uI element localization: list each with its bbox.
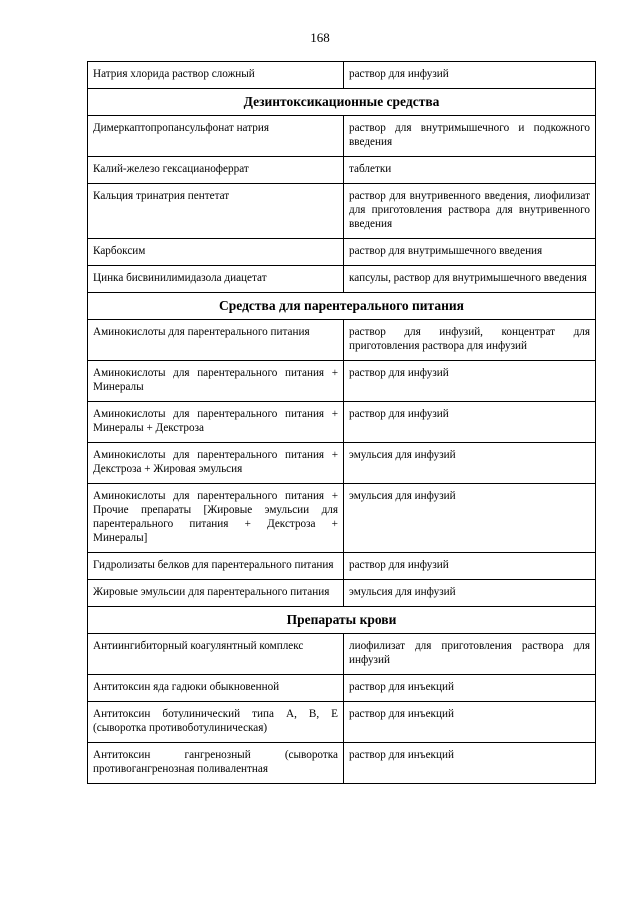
drug-name-cell: Калий-железо гексацианоферрат (88, 157, 344, 184)
drug-name-cell: Кальция тринатрия пентетат (88, 184, 344, 239)
table-row (88, 675, 596, 702)
table-row (88, 361, 596, 402)
table-row (88, 184, 596, 239)
drug-name-cell: Аминокислоты для парентерального питания + Декстроза + Жировая эмульсия (88, 443, 344, 484)
dosage-form-cell: капсулы, раствор для внутримышечного введения (344, 266, 596, 293)
drug-table-body (88, 62, 596, 784)
drug-name-cell: Димеркаптопропансульфонат натрия (88, 116, 344, 157)
drug-name-cell: Аминокислоты для парентерального питания + Прочие препараты [Жировые эмульсии для парентерального питания + Декстроза + Минералы] (88, 484, 344, 553)
table-row (88, 443, 596, 484)
section-heading: Средства для парентерального питания (88, 293, 596, 320)
table-row (88, 266, 596, 293)
dosage-form-cell: раствор для внутривенного введения, лиофилизат для приготовления раствора для внутривенного введения (344, 184, 596, 239)
table-row (88, 320, 596, 361)
drug-name-cell: Антиингибиторный коагулянтный комплекс (88, 634, 344, 675)
dosage-form-cell: раствор для внутримышечного и подкожного введения (344, 116, 596, 157)
dosage-form-cell: таблетки (344, 157, 596, 184)
drug-name-cell: Гидролизаты белков для парентерального питания (88, 553, 344, 580)
table-row (88, 553, 596, 580)
table-row (88, 743, 596, 784)
dosage-form-cell: раствор для инфузий (344, 361, 596, 402)
dosage-form-cell: раствор для инфузий (344, 402, 596, 443)
drug-name-cell: Антитоксин ботулинический типа A, B, E (сыворотка противоботулиническая) (88, 702, 344, 743)
dosage-form-cell: лиофилизат для приготовления раствора для инфузий (344, 634, 596, 675)
dosage-form-cell: раствор для инъекций (344, 743, 596, 784)
drug-name-cell: Аминокислоты для парентерального питания + Минералы + Декстроза (88, 402, 344, 443)
dosage-form-cell: эмульсия для инфузий (344, 580, 596, 607)
section-heading-row (88, 89, 596, 116)
dosage-form-cell: раствор для инфузий (344, 553, 596, 580)
drug-name-cell: Цинка бисвинилимидазола диацетат (88, 266, 344, 293)
dosage-form-cell: раствор для инфузий (344, 62, 596, 89)
section-heading-row (88, 293, 596, 320)
dosage-form-cell: эмульсия для инфузий (344, 443, 596, 484)
table-row (88, 239, 596, 266)
drug-table (87, 61, 596, 784)
table-row (88, 157, 596, 184)
table-row (88, 62, 596, 89)
page-number: 168 (310, 30, 330, 45)
section-heading: Препараты крови (88, 607, 596, 634)
drug-name-cell: Карбоксим (88, 239, 344, 266)
drug-name-cell: Аминокислоты для парентерального питания + Минералы (88, 361, 344, 402)
dosage-form-cell: раствор для инъекций (344, 702, 596, 743)
table-row (88, 116, 596, 157)
drug-name-cell: Жировые эмульсии для парентерального питания (88, 580, 344, 607)
dosage-form-cell: раствор для инфузий, концентрат для приготовления раствора для инфузий (344, 320, 596, 361)
drug-name-cell: Аминокислоты для парентерального питания (88, 320, 344, 361)
table-row (88, 580, 596, 607)
dosage-form-cell: раствор для внутримышечного введения (344, 239, 596, 266)
section-heading-row (88, 607, 596, 634)
table-row (88, 634, 596, 675)
table-row (88, 702, 596, 743)
table-row (88, 402, 596, 443)
dosage-form-cell: раствор для инъекций (344, 675, 596, 702)
drug-name-cell: Антитоксин яда гадюки обыкновенной (88, 675, 344, 702)
drug-name-cell: Натрия хлорида раствор сложный (88, 62, 344, 89)
drug-name-cell: Антитоксин гангренозный (сыворотка противогангренозная поливалентная (88, 743, 344, 784)
table-row (88, 484, 596, 553)
dosage-form-cell: эмульсия для инфузий (344, 484, 596, 553)
section-heading: Дезинтоксикационные средства (88, 89, 596, 116)
